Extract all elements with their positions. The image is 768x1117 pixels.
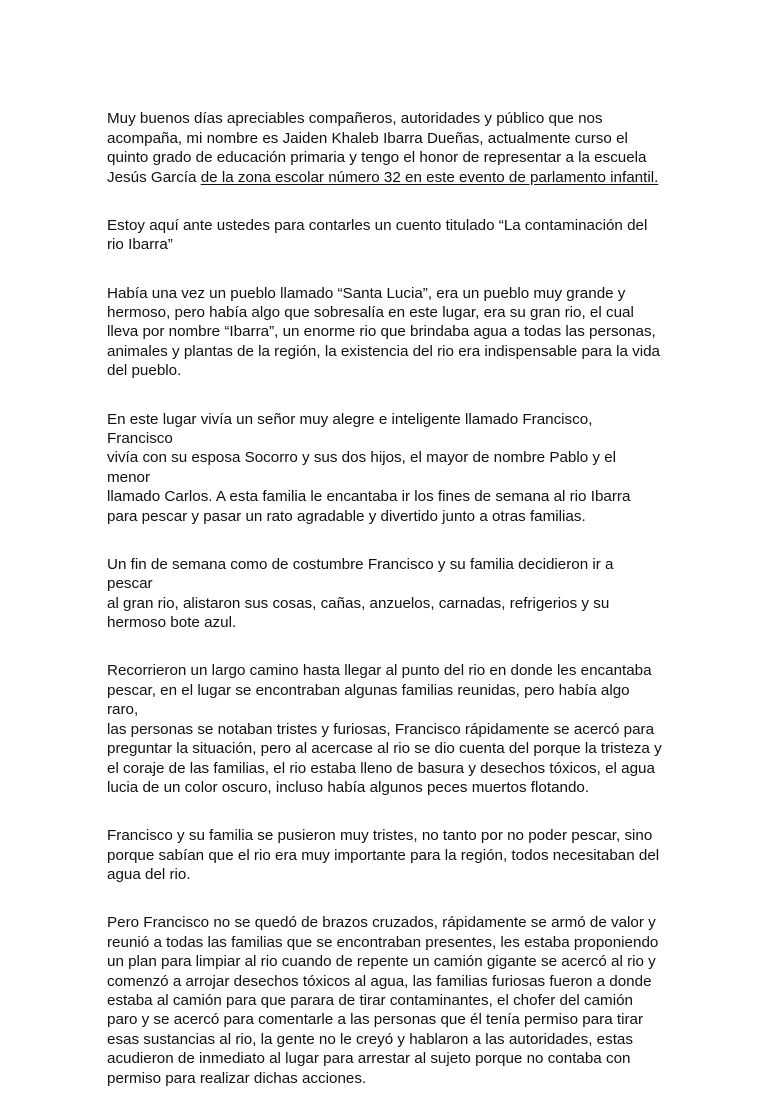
paragraph-intro	[107, 109, 662, 187]
document-body	[107, 90, 662, 1117]
paragraph-sadness: Francisco y su familia se pusieron muy tristes, no tanto por no poder pescar, sino porque sabían que el rio era muy importante para la región, todos necesitaban del agua del rio.	[107, 827, 660, 884]
intro-text: Muy buenos días apreciables compañeros, autoridades y público que nos acompaña, mi nombre es Jaiden Khaleb Ibarra Dueñas, actualmente curso el quinto grado de educación primaria y tengo el honor de representar a la escuela Jesús García	[107, 110, 647, 186]
paragraph-santa-lucia: Había una vez un pueblo llamado “Santa Lucia”, era un pueblo muy grande y hermoso, pero había algo que sobresalía en este lugar, era su gran rio, el cual lleva por nombre “Ibarra”, un enorme rio que brindaba agua a todas las personas, animales y plantas de la región, la existencia del rio era indispensable para la vida del pueblo.	[107, 284, 660, 380]
paragraph-polluted-river: Recorrieron un largo camino hasta llegar al punto del rio en donde les encantaba pescar, en el lugar se encontraban algunas familias reunidas, pero había algo raro, las personas se notaban tristes y furiosas, Francisco rápidamente se acercó para preguntar la situación, pero al acercase al rio se dio cuenta del porque la tristeza y el coraje de las familias, el rio estaba lleno de basura y desechos tóxicos, el agua lucia de un color oscuro, incluso había algunos peces muertos flotando.	[107, 662, 662, 796]
paragraph-plan-and-truck: Pero Francisco no se quedó de brazos cruzados, rápidamente se armó de valor y reunió a todas las familias que se encontraban presentes, les estaba proponiendo un plan para limpiar al rio cuando de repente un camión gigante se acercó al rio y comenzó a arrojar desechos tóxicos al agua, las familias furiosas fueron a donde estaba al camión para que parara de tirar contaminantes, el chofer del camión paro y se acercó para comentarle a las personas que él tenía permiso para tirar esas sustancias al rio, la gente no le creyó y hablaron a las autoridades, estas acudieron de inmediato al lugar para arrestar al sujeto porque no contaba con permiso para realizar dichas acciones.	[107, 914, 659, 1087]
paragraph-story-title: Estoy aquí ante ustedes para contarles un cuento titulado “La contaminación del rio Ibarra”	[107, 216, 648, 254]
paragraph-weekend-trip: Un fin de semana como de costumbre Francisco y su familia decidieron ir a pescar al gran rio, alistaron sus cosas, cañas, anzuelos, carnadas, refrigerios y su hermoso bote azul.	[107, 555, 614, 632]
paragraph-francisco-family: En este lugar vivía un señor muy alegre e inteligente llamado Francisco, Francisco vivía con su esposa Socorro y sus dos hijos, el mayor de nombre Pablo y el menor llamado Carlos. A esta familia le encantaba ir los fines de semana al rio Ibarra para pescar y pasar un rato agradable y divertido junto a otras familias.	[107, 410, 631, 525]
intro-underlined-text: de la zona escolar número 32 en este evento de parlamento infantil.	[200, 168, 659, 186]
